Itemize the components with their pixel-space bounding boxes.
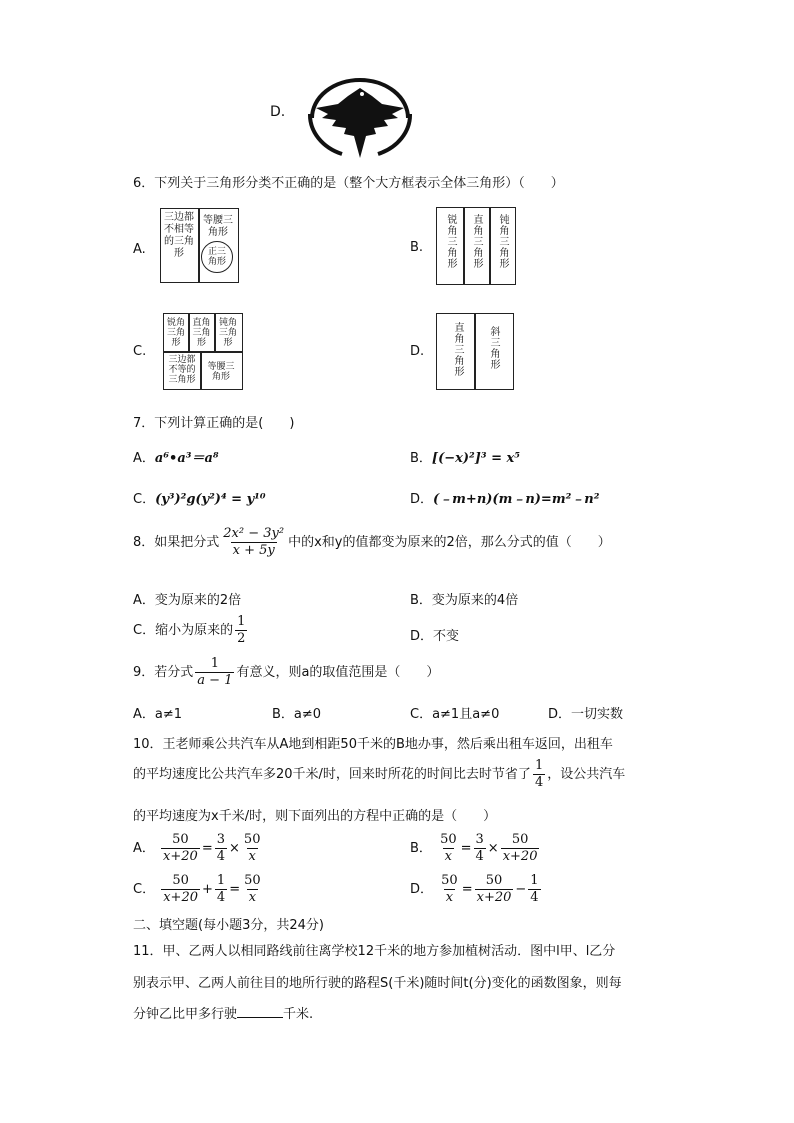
q6-b-label: B. xyxy=(410,240,424,255)
q6-stem: 6．下列关于三角形分类不正确的是（整个大方框表示全体三角形）（ ） xyxy=(133,176,564,191)
q11-line3-pre: 分钟乙比甲多行驶 xyxy=(133,1007,238,1022)
q6-b-col3: 钝角三角形 xyxy=(497,214,508,269)
q8-option-d: D．不变 xyxy=(410,629,460,644)
q9-frac-den: a − 1 xyxy=(197,673,233,688)
q7-a-expr: a⁶•a³＝a⁸ xyxy=(154,451,219,466)
q6-a-diagram xyxy=(160,208,239,283)
q6-a-right-text: 等腰三角形 xyxy=(203,215,233,238)
q7-b-expr: [(−x)²]³ = x⁵ xyxy=(431,451,520,466)
q10-line1: 10．王老师乘公共汽车从A地到相距50千米的B地办事，然后乘出租车返回，出租车 xyxy=(133,737,613,752)
q5-option-d-label: D. xyxy=(270,104,286,120)
q8-option-a: A．变为原来的2倍 xyxy=(133,593,242,608)
q10-d-label: D． xyxy=(410,882,434,897)
q6-a-inner-text: 正三角形 xyxy=(207,247,226,267)
q8-stem-post: 中的x和y的值都变为原来的2倍，那么分式的值（ ） xyxy=(288,535,611,550)
q10-frac-num: 1 xyxy=(534,758,544,773)
q6-c-top1: 锐角三角形 xyxy=(166,318,185,348)
q11-line2: 别表示甲、乙两人前往目的地所行驶的路程S(千米)随时间t(分)变化的函数图象，则每 xyxy=(133,976,622,991)
q9-option-c: C．a≠1且a≠0 xyxy=(410,707,500,722)
q8-c-pre: C．缩小为原来的 xyxy=(133,623,234,638)
q10-option-d: D． $\frac{50}{x}$ = $\frac{50}{x+20}$ − $\frac{1}{4}$ xyxy=(410,873,539,905)
q6-b-col1: 锐角三角形 xyxy=(445,214,456,269)
q10-line2-pre: 的平均速度比公共汽车多20千米/时，回来时所花的时间比去时节省了 xyxy=(133,767,531,782)
q10-c-label: C． xyxy=(133,882,156,897)
q7-option-a xyxy=(133,447,219,466)
q10-b-label: B． xyxy=(410,841,432,856)
q6-c-diagram xyxy=(163,313,243,390)
q7-c-label: C． xyxy=(133,492,156,507)
q6-c-bottom1: 三边都不等的三角形 xyxy=(168,355,196,385)
q8-stem xyxy=(133,526,611,559)
q6-d-col1: 直角三角形 xyxy=(452,322,463,377)
q6-c-label: C. xyxy=(133,344,147,359)
q10-frac-den: 4 xyxy=(534,775,544,790)
q9-option-a: A．a≠1 xyxy=(133,707,183,722)
q8-frac-den: x + 5y xyxy=(232,543,275,558)
q10-line2 xyxy=(133,758,625,791)
q7-option-d xyxy=(410,488,599,507)
q6-b-col2: 直角三角形 xyxy=(471,214,482,269)
q6-d-diagram xyxy=(436,313,514,390)
q9-stem xyxy=(133,656,439,689)
q7-b-label: B． xyxy=(410,451,432,466)
q6-a-left-text: 三边都不相等的三角形 xyxy=(164,212,194,259)
q9-option-b: B．a≠0 xyxy=(272,707,322,722)
q6-b-diagram xyxy=(436,207,516,285)
q10-fraction xyxy=(533,758,545,791)
q7-c-expr: (y³)²g(y²)⁴ = y¹⁰ xyxy=(155,492,266,507)
q8-option-b: B．变为原来的4倍 xyxy=(410,593,519,608)
q7-d-label: D． xyxy=(410,492,434,507)
q7-option-c xyxy=(133,488,266,507)
q7-option-b xyxy=(410,447,520,466)
q9-fraction xyxy=(195,656,234,689)
q8-c-num: 1 xyxy=(237,614,246,629)
q8-c-den: 2 xyxy=(237,631,246,646)
eagle-emblem-icon xyxy=(302,74,418,160)
q11-line3-post: 千米. xyxy=(283,1007,314,1022)
q6-c-top3: 钝角三角形 xyxy=(218,318,237,348)
q10-line3: 的平均速度为x千米/时，则下面列出的方程中正确的是（ ） xyxy=(133,809,497,824)
q9-stem-pre: 9．若分式 xyxy=(133,665,194,680)
q11-line1: 11．甲、乙两人以相同路线前往离学校12千米的地方参加植树活动．图中l甲、l乙分 xyxy=(133,944,616,959)
q10-option-a: A． $\frac{50}{x+20}$ = $\frac{3}{4}$ × $\frac{50}{x}$ xyxy=(133,832,261,864)
q6-a-label: A. xyxy=(133,242,146,257)
q6-c-bottom2: 等腰三角形 xyxy=(207,362,235,382)
q11-answer-blank[interactable] xyxy=(237,1017,283,1018)
q8-fraction xyxy=(221,526,286,559)
q6-d-label: D. xyxy=(410,344,425,359)
q7-stem: 7．下列计算正确的是( ) xyxy=(133,416,295,431)
q10-option-c: C． $\frac{50}{x+20}$ + $\frac{1}{4}$ = $\frac{50}{x}$ xyxy=(133,873,261,905)
q8-c-fraction xyxy=(235,614,247,647)
section2-title: 二、填空题(每小题3分，共24分) xyxy=(133,918,324,933)
q8-frac-num: 2x² − 3y² xyxy=(223,526,285,541)
q10-line2-post: ，设公共汽车 xyxy=(547,767,626,782)
q9-frac-num: 1 xyxy=(210,656,220,671)
q11-line3 xyxy=(133,1003,313,1022)
q8-option-c xyxy=(133,614,249,647)
q8-stem-pre: 8．如果把分式 xyxy=(133,535,220,550)
q6-d-col2: 斜三角形 xyxy=(488,326,499,370)
q9-stem-post: 有意义，则a的取值范围是（ ） xyxy=(236,665,440,680)
q9-option-d: D．一切实数 xyxy=(548,707,624,722)
q10-option-b: B． $\frac{50}{x}$ = $\frac{3}{4}$ × $\frac{50}{x+20}$ xyxy=(410,832,538,864)
q6-c-top2: 直角三角形 xyxy=(192,318,211,348)
q7-a-label: A． xyxy=(133,451,155,466)
q10-a-label: A． xyxy=(133,841,155,856)
q7-d-expr: (﹣m+n)(m﹣n)=m²﹣n² xyxy=(433,492,600,507)
